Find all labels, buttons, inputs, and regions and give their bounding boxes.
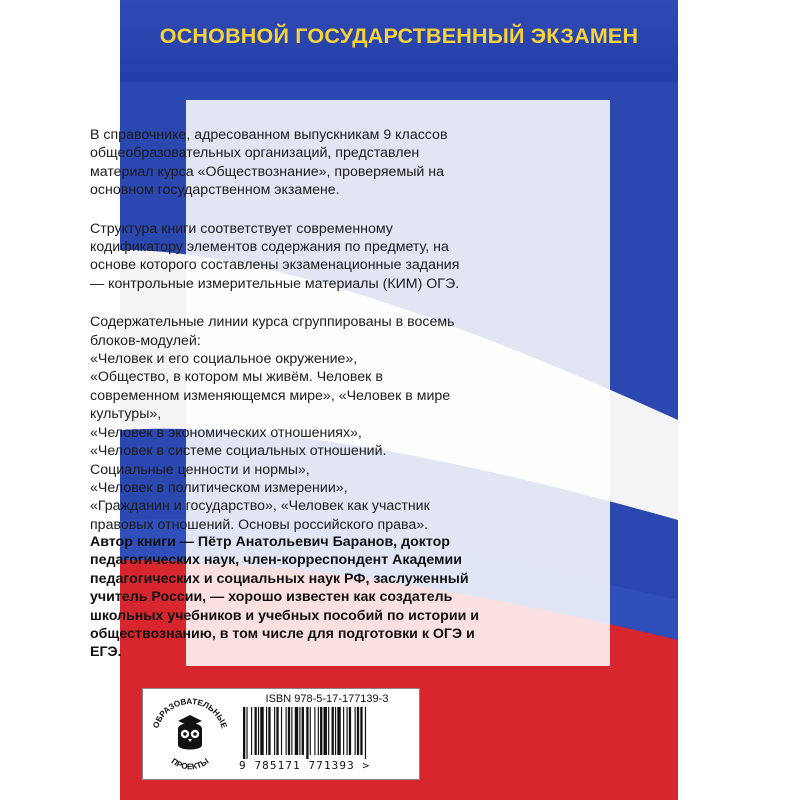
logo-top-text: ОБРАЗОВАТЕЛЬНЫЕ [151,696,229,730]
publisher-logo [147,693,233,775]
barcode-digits: 9 785171 771393 > [239,759,371,772]
module-item: «Человек в экономических отношениях», [90,424,362,441]
barcode-bars [241,707,411,759]
description-text [90,126,470,534]
module-item: «Гражданин и государство», «Человек как участник правовых отношений. Основы российского права». [90,498,430,533]
barcode-box [142,688,420,780]
exam-title: ОСНОВНОЙ ГОСУДАРСТВЕННЫЙ ЭКЗАМЕН [159,24,639,48]
description-paragraph-2: Структура книги соответствует современному кодификатору элементов содержания по предмету, на основе которого составлены экзаменационные задания — контрольные измерительные материалы (КИМ) ОГЭ. [90,220,460,292]
module-item: «Человек в политическом измерении», [90,479,348,496]
logo-bottom-text: ПРОЕКТЫ [169,756,211,772]
module-item: «Человек и его социальное окружение», [90,351,358,368]
svg-text:ПРОЕКТЫ [170,757,211,772]
modules-block [90,313,470,534]
isbn-number: ISBN 978-5-17-177139-3 [265,693,389,705]
owl-icon [178,715,202,750]
module-item: «Общество, в котором мы живём. Человек в современном изменяющемся мире», «Человек в мире культуры», [90,369,451,423]
author-bio: Автор книги — Пётр Анатольевич Баранов, доктор педагогических наук, член-корреспондент Академии педагогических и социальных наук РФ, заслуженный учитель России, — хорошо известен как создатель школьных учебников и учебных пособий по истории и обществознанию, в том числе для подготовки к ОГЭ и ЕГЭ. [90,534,479,661]
module-item: «Человек в системе социальных отношений. Социальные ценности и нормы», [90,443,387,478]
header-band [120,0,678,82]
modules-intro: Содержательные линии курса сгруппированы в восемь блоков-модулей: [90,314,455,349]
description-paragraph-1: В справочнике, адресованном выпускникам 9 классов общеобразовательных организаций, представлен материал курса «Обществознание», проверяемый на основном государственном экзамене. [90,127,448,199]
